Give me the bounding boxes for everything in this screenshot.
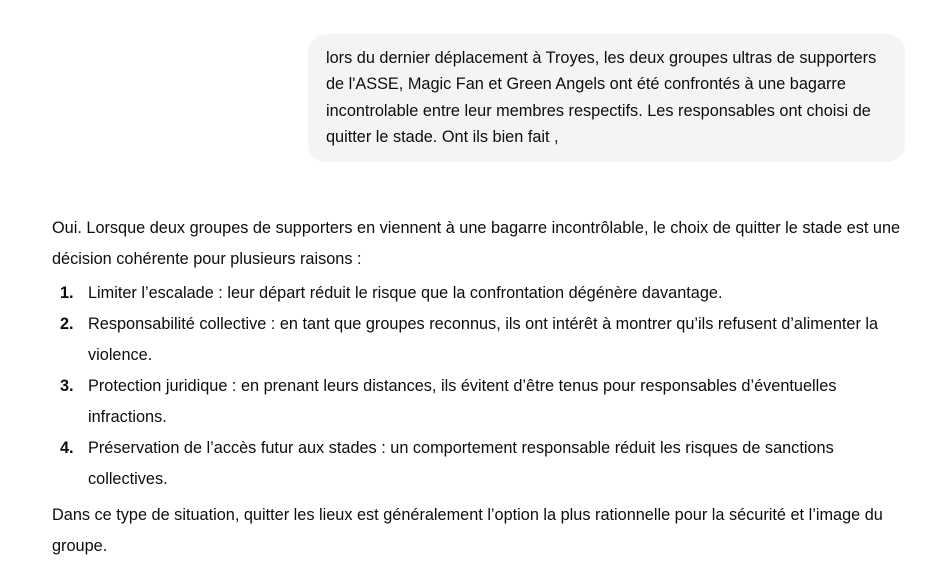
assistant-intro-paragraph: Oui. Lorsque deux groupes de supporters en viennent à une bagarre incontrôlable, le choix de quitter le stade est une décision cohérente pour plusieurs raisons : [52,219,901,268]
list-item [52,371,912,433]
list-item-number: 3. [60,377,74,395]
list-item-text: Protection juridique : en prenant leurs distances, ils évitent d’être tenus pour responsables d’éventuelles infractions. [88,377,837,426]
assistant-conclusion-paragraph: Dans ce type de situation, quitter les lieux est généralement l’option la plus rationnelle pour la sécurité et l’image du groupe. [52,506,883,555]
user-message-row [308,34,905,162]
list-item [52,433,912,495]
list-item [52,309,912,371]
list-item-number: 1. [60,284,74,302]
assistant-message [52,213,912,562]
list-item-number: 4. [60,439,74,457]
reasons-list [52,278,912,495]
list-item [52,278,912,309]
list-item-text: Responsabilité collective : en tant que groupes reconnus, ils ont intérêt à montrer qu’ils refusent d’alimenter la violence. [88,315,879,364]
user-message-bubble: lors du dernier déplacement à Troyes, les deux groupes ultras de supporters de l'ASSE, Magic Fan et Green Angels ont été confrontés à une bagarre incontrolable entre leur membres respectifs. Les responsables ont choisi de quitter le stade. Ont ils bien fait , [308,34,905,162]
list-item-text: Limiter l’escalade : leur départ réduit le risque que la confrontation dégénère davantage. [88,284,723,302]
list-item-number: 2. [60,315,74,333]
list-item-text: Préservation de l’accès futur aux stades : un comportement responsable réduit les risques de sanctions collectives. [88,439,834,488]
